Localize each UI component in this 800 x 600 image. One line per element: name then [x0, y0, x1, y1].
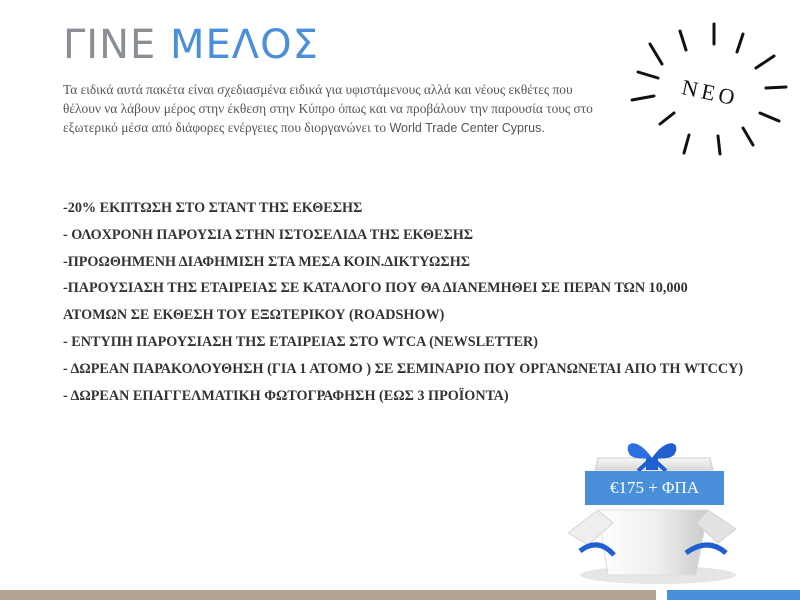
title-word-1: ΓΙΝΕ	[63, 22, 157, 68]
footer-bar-right	[667, 590, 800, 600]
intro-text: Τα ειδικά αυτά πακέτα είναι σχεδιασμένα ειδικά για υφιστάμενους αλλά και νέους εκθέτες που θέλουν να λάβουν μέρος στην έκθεση στην Κύπρο όπως και να προβάλουν την παρουσία τους στο εξωτερικό μέσα από διάφορες ενέργειες που διοργανώνει το	[63, 82, 593, 135]
benefit-item: - ΟΛΟΧΡΟΝΗ ΠΑΡΟΥΣΙΑ ΣΤΗΝ ΙΣΤΟΣΕΛΙΔΑ ΤΗΣ ΕΚΘΕΣΗΣ	[63, 226, 474, 243]
price-badge: €175 + ΦΠΑ	[585, 471, 724, 505]
intro-brand: World Trade Center Cyprus.	[389, 120, 545, 135]
benefit-item: -ΠΑΡΟΥΣΙΑΣΗ ΤΗΣ ΕΤΑΙΡΕΙΑΣ ΣΕ ΚΑΤΑΛΟΓΟ ΠΟΥ ΘΑ ΔΙΑΝΕΜΗΘΕΙ ΣΕ ΠΕΡΑΝ ΤΩΝ 10,000 ΑΤΟΜΩΝ ΣΕ ΕΚΘΕΣΗ ΤΟΥ ΕΞΩΤΕΡΙΚΟΥ (ROADSHOW)	[63, 280, 688, 324]
benefit-item: -ΠΡΟΩΘΗΜΕΝΗ ΔΙΑΦΗΜΙΣΗ ΣΤΑ ΜΕΣΑ ΚΟΙΝ.ΔΙΚΤΥΩΣΗΣ	[63, 253, 471, 270]
new-badge-text: ΝΕΟ	[679, 74, 741, 111]
footer-bar-left	[0, 590, 656, 600]
benefit-item: - ΔΩΡΕΑΝ ΠΑΡΑΚΟΛΟΥΘΗΣΗ (ΓΙΑ 1 ΑΤΟΜΟ ) ΣΕ ΣΕΜΙΝΑΡΙΟ ΠΟΥ ΟΡΓΑΝΩΝΕΤΑΙ ΑΠΟ ΤΗ WTCCY)	[63, 360, 744, 377]
benefit-item: - ΕΝΤΥΠΗ ΠΑΡΟΥΣΙΑΣΗ ΤΗΣ ΕΤΑΙΡΕΙΑΣ ΣΤΟ WTCA (NEWSLETTER)	[63, 333, 538, 350]
intro-paragraph	[63, 81, 593, 137]
new-badge-icon	[622, 16, 792, 161]
page-title	[63, 22, 319, 68]
benefit-item: - ΔΩΡΕΑΝ ΕΠΑΓΓΕΛΜΑΤΙΚΗ ΦΩΤΟΓΡΑΦΗΣΗ (ΕΩΣ 3 ΠΡΟΪΟΝΤΑ)	[63, 387, 509, 404]
gift-box-icon	[558, 425, 748, 590]
benefits-list	[63, 195, 753, 409]
title-word-2: ΜΕΛΟΣ	[170, 22, 319, 68]
benefit-item: -20% ΕΚΠΤΩΣΗ ΣΤΟ ΣΤΑΝΤ ΤΗΣ ΕΚΘΕΣΗΣ	[63, 200, 363, 216]
